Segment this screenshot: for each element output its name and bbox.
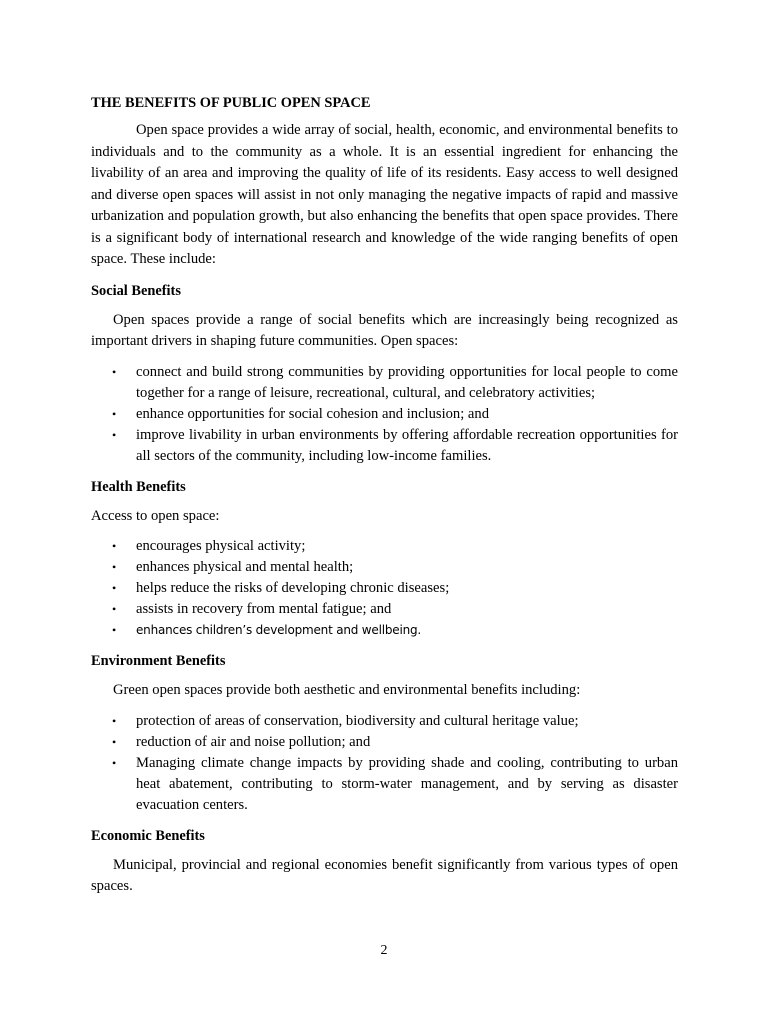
document-page [91,93,678,898]
bullet-icon: • [112,602,117,616]
list-item: • Managing climate change impacts by providing shade and cooling, contributing to urban heat abatement, contributing to storm-water management, and by serving as disaster evacuation centers. [112,754,678,813]
environment-benefits-heading: Environment Benefits [91,653,226,669]
health-benefits-list [91,536,678,641]
page-number: 2 [380,943,388,958]
environment-benefits-list [91,711,678,816]
list-item: • protection of areas of conservation, biodiversity and cultural heritage value; [91,711,678,732]
bullet-icon: • [112,406,117,421]
economic-benefits-heading: Economic Benefits [91,827,205,844]
bullet-icon: • [112,581,117,595]
intro-paragraph: Open space provides a wide array of social, health, economic, and environmental benefits to individuals and to the community as a whole. It is an essential ingredient for enhancing the livability of an area and improving the quality of life of its residents. Easy access to well designed and diverse open spaces will assist in not only managing the negative impacts of rapid and massive urbanization and population growth, but also enhancing the benefits that open space provides. There is a significant body of international research and knowledge of the wide ranging benefits of open space. These include: [91,122,678,267]
list-item: • enhances physical and mental health; [91,557,678,578]
list-item: • connect and build strong communities by providing opportunities for local people to come together for a range of leisure, recreational, cultural, and celebratory activities; [112,363,678,401]
bullet-icon: • [112,755,117,770]
list-item: • helps reduce the risks of developing chronic diseases; [91,578,678,599]
document-title: THE BENEFITS OF PUBLIC OPEN SPACE [91,95,371,111]
bullet-icon: • [112,713,117,728]
bullet-icon: • [112,364,117,379]
list-item: • enhances children’s development and wellbeing. [91,620,678,641]
list-item: • enhance opportunities for social cohesion and inclusion; and [91,404,678,425]
social-benefits-paragraph: Open spaces provide a range of social benefits which are increasingly being recognized as important drivers in shaping future communities. Open spaces: [91,311,678,349]
bullet-icon: • [112,560,117,574]
social-benefits-list [91,362,678,467]
bullet-icon: • [112,734,117,749]
bullet-icon: • [112,427,117,442]
list-item: • reduction of air and noise pollution; and [91,732,678,753]
list-item: • improve livability in urban environments by offering affordable recreation opportunities for all sectors of the community, including low-income families. [112,426,678,464]
environment-benefits-paragraph: Green open spaces provide both aesthetic and environmental benefits including: [113,682,581,698]
list-item: • encourages physical activity; [91,536,678,557]
health-benefits-heading: Health Benefits [91,478,186,495]
bullet-icon: • [112,623,117,637]
bullet-icon: • [112,539,117,553]
social-benefits-heading: Social Benefits [91,282,181,299]
health-benefits-paragraph: Access to open space: [91,507,220,524]
list-item: • assists in recovery from mental fatigue; and [91,599,678,620]
economic-benefits-paragraph: Municipal, provincial and regional economies benefit significantly from various types of open spaces. [91,856,678,894]
